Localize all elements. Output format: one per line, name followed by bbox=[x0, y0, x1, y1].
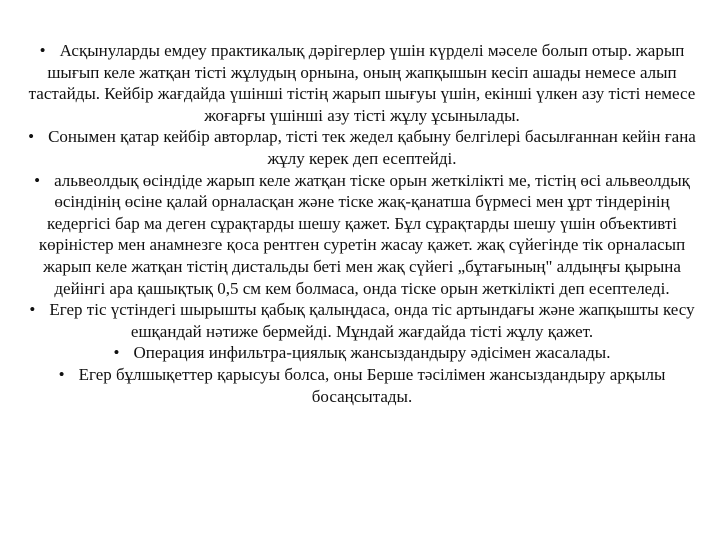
bullet-icon: • bbox=[34, 170, 41, 190]
bullet-icon: • bbox=[113, 343, 120, 363]
bullet-text: Сонымен қатар кейбір авторлар, тісті тек жедел қабыну белгілері басылғаннан кейін ғана жұлу керек деп есептейді. bbox=[48, 127, 696, 168]
bullet-item-treatment-complexity bbox=[22, 40, 702, 126]
bullet-text: Егер тіс үстіндегі шырышты қабық қалыңдаса, онда тіс артындағы және жапқышты кесу ешқандай нәтиже бермейді. Мұндай жағдайда тісті жұлу қажет. bbox=[49, 300, 695, 341]
bullet-item-anesthesia-method bbox=[22, 342, 702, 364]
slide-body bbox=[22, 40, 702, 407]
bullet-text: Операция инфильтра-циялық жансыздандыру әдісімен жасалады. bbox=[133, 343, 611, 363]
bullet-icon: • bbox=[28, 127, 35, 147]
bullet-item-authors-opinion bbox=[22, 126, 702, 169]
bullet-icon: • bbox=[29, 300, 36, 320]
bullet-text: Егер бұлшықеттер қарысуы болса, оны Берше тәсілімен жансыздандыру арқылы босаңсытады. bbox=[78, 364, 666, 406]
bullet-icon: • bbox=[58, 364, 65, 384]
bullet-item-space-assessment bbox=[22, 170, 702, 300]
bullet-item-muscle-contracture bbox=[22, 364, 702, 407]
bullet-text: альвеолдық өсіндіде жарып келе жатқан тіске орын жеткілікті ме, тістің өсі альвеолдық өсіндінің өсіне қалай орналасқан және тіске жақ-қанатша бүрмесі мен ұрт тіндерінің кедергісі бар ма деген сұрақтарды шешу қажет. Бұл сұрақтарды шешу үшін объективті көріністер мен анамнезге қоса рентген суретін жасау қажет. жақ сүйегінде тік орналасып жарып келе жатқан тістің дистальды беті мен жақ сүйегі „бұтағының" алдыңғы қырына дейінгі ара қашықтық 0,5 см кем болмаса, онда тіске орын жеткілікті деп есептеледі. bbox=[38, 170, 690, 298]
bullet-icon: • bbox=[39, 41, 46, 60]
bullet-text: Асқынуларды емдеу практикалық дәрігерлер үшін күрделі мәселе болып отыр. жарып шығып келе жатқан тісті жұлудың орнына, оның жапқышын кесіп ашады немесе алып тастайды. Кейбір жағдайда үшінші тістің жарып шығуы үшін, екінші үлкен азу тісті немесе жоғарғы үшінші азу тісті жұлу ұсынылады. bbox=[28, 41, 696, 125]
bullet-item-thick-mucosa bbox=[22, 299, 702, 342]
